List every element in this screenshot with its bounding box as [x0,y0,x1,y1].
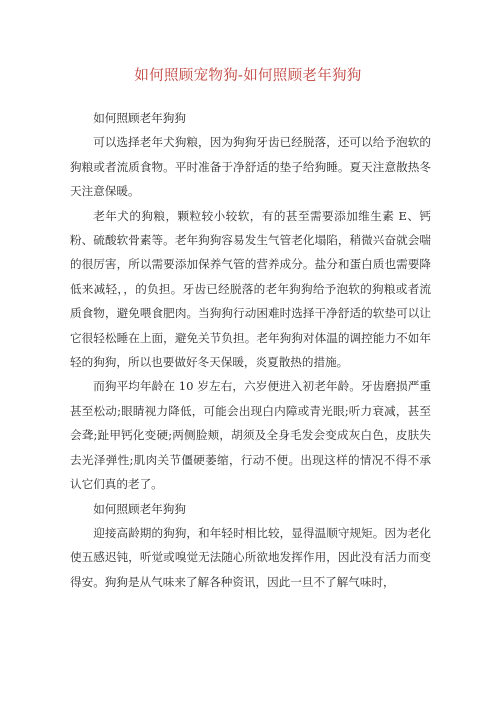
section-heading: 如何照顾老年狗狗 [93,501,186,516]
section-heading: 如何照顾老年狗狗 [93,111,186,125]
document-body [70,106,431,594]
document-title: 如何照顾宠物狗-如何照顾老年狗狗 [134,68,362,84]
body-paragraph: 可以选择老年犬狗粮，因为狗狗牙齿已经脱落，还可以给予泡软的狗粮或者流质食物。平时准备于净舒适的垫子给狗睡。夏天注意散热冬天注意保暖。 [70,135,431,199]
body-paragraph: 迎接高龄期的狗狗，和年轻时相比较，显得温顺守规矩。因为老化使五感迟钝，听觉或嗅觉无法随心所欲地发挥作用，因此没有活力而变得安。狗狗是从气味来了解各种资讯，因此一旦不了解气味时， [70,525,431,589]
body-paragraph: 而狗平均年龄在 10 岁左右，六岁便进入初老年龄。牙齿磨损严重甚至松动;眼睛视力降低，可能会出现白内障或青光眼;听力衰减，甚至会聋;趾甲钙化变硬;两侧脸颊，胡须及全身毛发会变成灰白色，皮肤失去光泽弹性;肌肉关节僵硬萎缩，行动不便。出现这样的情况不得不承认它们真的老了。 [70,379,431,492]
body-paragraph: 老年犬的狗粮，颗粒较小较软，有的甚至需要添加维生素 E、钙粉、硫酸软骨素等。老年狗狗容易发生气管老化塌陷，稍微兴奋就会喘的很厉害，所以需要添加保养气管的营养成分。盐分和蛋白质也需要降低来减轻，，的负担。牙齿已经脱落的老年狗狗给予泡软的狗粮或者流质食物，避免喂食肥肉。当狗狗行动困难时选择干净舒适的软垫可以让它很轻松睡在上面，避免关节负担。老年狗狗对体温的调控能力不如年轻的狗狗，所以也要做好冬天保暖，炎夏散热的措施。 [70,208,431,370]
